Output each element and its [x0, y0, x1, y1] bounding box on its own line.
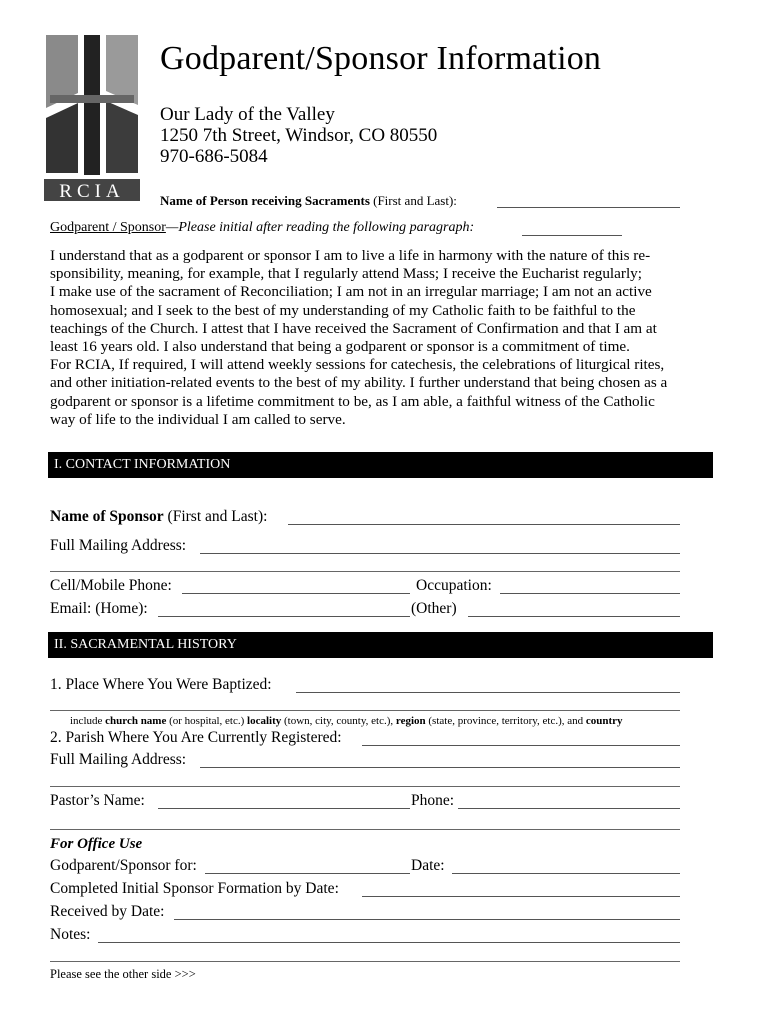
baptized-label: 1. Place Where You Were Baptized:: [50, 676, 272, 693]
notes-label: Notes:: [50, 926, 91, 943]
received-label: Received by Date:: [50, 903, 165, 920]
received-date-field[interactable]: [174, 905, 680, 920]
parish-address-field[interactable]: [200, 753, 680, 768]
pastor-phone-label: Phone:: [411, 792, 455, 809]
baptism-place-note: include church name (or hospital, etc.) locality (town, city, county, etc.), region (state, province, territory, etc.), and country: [70, 715, 623, 727]
sacramental-history-heading: II. SACRAMENTAL HISTORY: [48, 632, 713, 658]
logo-text: RCIA: [59, 181, 125, 202]
parish-address-label: Full Mailing Address:: [50, 751, 187, 768]
email-other-label: (Other): [411, 600, 457, 617]
pastor-field[interactable]: [158, 794, 410, 809]
pastor-phone-field[interactable]: [458, 794, 680, 809]
cell-phone-label: Cell/Mobile Phone:: [50, 577, 172, 594]
godparent-for-field[interactable]: [205, 859, 410, 874]
commitment-paragraph: I understand that as a godparent or sponsor I am to live a life in harmony with the nature of this re- sponsibility, meaning, for example, that I regularly attend Mass; I receive the Eucharist regularly; I make use of the sacrament of Reconciliation; I am not in an irregular marriage; I am not an active homosexual; and I seek to the best of my understanding of my Catholic faith to be faithful to the teachings of the Church. I attest that I have received the Sacrament of Confirmation and that I am at least 16 years old. I also understand that being a godparent or sponsor is a commitment of time. For RCIA, If required, I will attend weekly sessions for catechesis, the celebrations of liturgical rites, and other initiation-related events to the best of my ability. I further understand that being chosen as a godparent or sponsor is a lifetime commitment to be, as I am able, a faithful witness of the Catholic way of life to the individual I am called to serve.: [50, 247, 668, 428]
sponsor-address-label: Full Mailing Address:: [50, 537, 187, 554]
rcia-logo: [42, 33, 142, 203]
notes-field-2[interactable]: [50, 961, 680, 962]
church-address: 1250 7th Street, Windsor, CO 80550: [160, 125, 438, 146]
email-other-field[interactable]: [468, 602, 680, 617]
email-home-label: Email: (Home):: [50, 600, 148, 617]
parish-address-field-2[interactable]: [50, 786, 680, 787]
initial-field[interactable]: [522, 221, 622, 236]
page-title: Godparent/Sponsor Information: [160, 40, 602, 77]
email-home-field[interactable]: [158, 602, 410, 617]
parish-field[interactable]: [362, 731, 680, 746]
sponsor-address-field-2[interactable]: [50, 571, 680, 572]
parish-label: 2. Parish Where You Are Currently Registered:: [50, 729, 342, 746]
recipient-label: Name of Person receiving Sacraments (First and Last):: [160, 193, 457, 208]
office-date-field[interactable]: [452, 859, 680, 874]
office-use-heading: For Office Use: [50, 836, 143, 852]
initial-instruction: Godparent / Sponsor—Please initial after reading the following paragraph:: [50, 220, 475, 235]
formation-date-field[interactable]: [362, 882, 680, 897]
baptized-field-2[interactable]: [50, 710, 680, 711]
recipient-name-field[interactable]: [497, 193, 680, 208]
sponsor-name-field[interactable]: [288, 510, 680, 525]
pastor-label: Pastor’s Name:: [50, 792, 145, 809]
sponsor-address-field[interactable]: [200, 539, 680, 554]
occupation-field[interactable]: [500, 579, 680, 594]
contact-section-heading: I. CONTACT INFORMATION: [48, 452, 713, 478]
notes-field[interactable]: [98, 928, 680, 943]
formation-label: Completed Initial Sponsor Formation by Date:: [50, 880, 339, 897]
cell-phone-field[interactable]: [182, 579, 410, 594]
church-phone: 970-686-5084: [160, 146, 268, 167]
divider: [50, 829, 680, 830]
godparent-for-label: Godparent/Sponsor for:: [50, 857, 197, 874]
church-name: Our Lady of the Valley: [160, 104, 335, 125]
sponsor-name-row: Name of Sponsor (First and Last):: [50, 508, 268, 525]
footer-note: Please see the other side >>>: [50, 967, 196, 981]
office-date-label: Date:: [411, 857, 445, 874]
baptized-field[interactable]: [296, 678, 680, 693]
occupation-label: Occupation:: [416, 577, 492, 594]
